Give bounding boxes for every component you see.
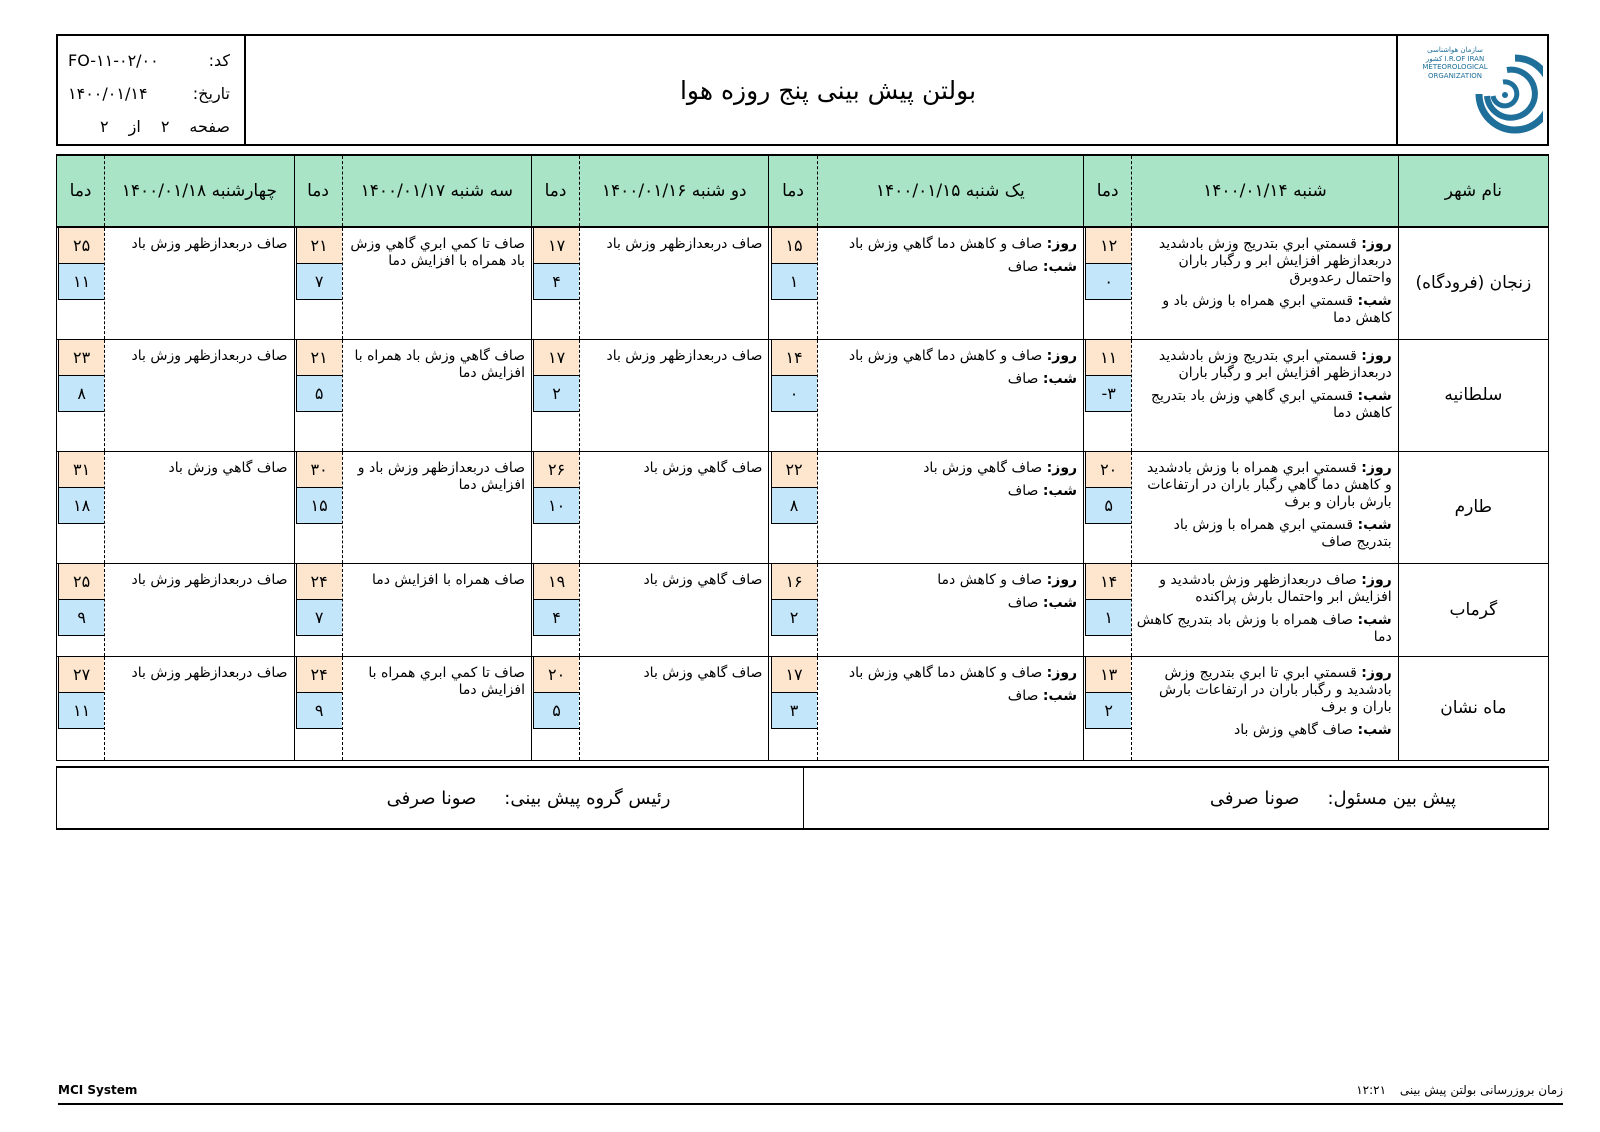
forecast-text <box>1132 656 1399 760</box>
document-info-box <box>58 36 246 144</box>
forecast-text <box>1132 227 1399 339</box>
max-temp: ۲۰ <box>1085 452 1131 488</box>
forecast-text <box>817 451 1084 563</box>
code-label: کد: <box>208 51 230 70</box>
night-label: شب: <box>1357 611 1392 628</box>
min-temp: ۱۱ <box>58 693 104 729</box>
day-label: روز: <box>1046 236 1078 252</box>
temp-header: دما <box>294 155 342 227</box>
night-forecast: صاف <box>1007 370 1039 387</box>
temp-cell <box>1084 339 1132 451</box>
night-label: شب: <box>1042 594 1078 611</box>
temp-cell <box>294 227 342 339</box>
day-header: دو شنبه ۱۴۰۰/۰۱/۱۶ <box>580 155 769 227</box>
min-temp: ۵ <box>533 693 579 729</box>
day-forecast: صاف و كاهش دما <box>937 571 1043 588</box>
temp-cell <box>769 227 817 339</box>
temp-cell <box>57 656 105 760</box>
temp-cell <box>294 451 342 563</box>
temp-cell <box>294 563 342 656</box>
page-footer <box>58 1081 1563 1105</box>
night-forecast: صاف <box>1007 594 1039 611</box>
page-title: بولتن پیش بینی پنج روزه هوا <box>679 75 977 105</box>
min-temp: ۲ <box>533 376 579 412</box>
city-name: گرماب <box>1398 563 1548 656</box>
min-temp: ۴ <box>533 600 579 636</box>
forecast-text: صاف دربعدازظهر وزش باد <box>580 227 769 339</box>
bulletin-header <box>56 34 1549 146</box>
city-name: ماه نشان <box>1398 656 1548 760</box>
forecast-text: صاف دربعدازظهر وزش باد <box>105 227 294 339</box>
page-number-line <box>68 110 230 143</box>
temp-cell <box>294 656 342 760</box>
max-temp: ۲۵ <box>58 228 104 264</box>
city-column-header: نام شهر <box>1398 155 1548 227</box>
temp-cell <box>57 451 105 563</box>
max-temp: ۳۱ <box>58 452 104 488</box>
page-label: صفحه <box>189 117 230 136</box>
system-name: MCI System <box>58 1083 138 1097</box>
update-info <box>1356 1083 1563 1097</box>
temp-header: دما <box>57 155 105 227</box>
day-forecast: صاف دربعدازظهر وزش بادشديد و افزايش ابر واحتمال بارش پراكنده <box>1159 571 1392 605</box>
night-forecast: صاف <box>1007 259 1039 275</box>
temp-cell <box>57 339 105 451</box>
temp-cell <box>531 563 579 656</box>
forecast-text <box>1132 563 1399 656</box>
temp-cell <box>769 451 817 563</box>
forecast-text <box>817 227 1084 339</box>
temp-cell <box>769 656 817 760</box>
night-forecast: صاف همراه با وزش باد بتدريج كاهش دما <box>1136 611 1392 645</box>
min-temp: ۵ <box>296 376 342 412</box>
table-row <box>57 339 1549 451</box>
date-line <box>68 77 230 110</box>
update-time: ۱۲:۲۱ <box>1356 1083 1387 1097</box>
night-label: شب: <box>1357 293 1392 309</box>
day-label: روز: <box>1361 571 1392 588</box>
temp-header: دما <box>769 155 817 227</box>
min-temp: -۳ <box>1085 376 1131 412</box>
max-temp: ۲۱ <box>296 228 342 264</box>
day-header: شنبه ۱۴۰۰/۰۱/۱۴ <box>1132 155 1399 227</box>
temp-header: دما <box>531 155 579 227</box>
temp-cell <box>294 339 342 451</box>
city-name: زنجان (فرودگاه) <box>1398 227 1548 339</box>
day-label: روز: <box>1046 571 1078 588</box>
forecast-text <box>1132 339 1399 451</box>
night-forecast: قسمتي ابري همراه با وزش باد بتدريج صاف <box>1173 516 1392 550</box>
day-forecast: صاف و كاهش دما گاهي وزش باد <box>848 664 1043 681</box>
night-forecast: قسمتي ابري گاهي وزش باد بتدريج كاهش دما <box>1151 387 1392 421</box>
night-label: شب: <box>1042 482 1078 499</box>
night-label: شب: <box>1042 259 1078 275</box>
temp-cell <box>531 451 579 563</box>
forecast-text: صاف گاهي وزش باد <box>580 563 769 656</box>
forecast-text <box>817 339 1084 451</box>
day-label: روز: <box>1361 459 1392 476</box>
head-name: صونا صرفی <box>386 787 477 809</box>
city-name: طارم <box>1398 451 1548 563</box>
max-temp: ۱۷ <box>533 340 579 376</box>
temp-cell <box>531 339 579 451</box>
night-label: شب: <box>1357 387 1392 404</box>
forecaster-signature <box>803 768 1549 828</box>
min-temp: ۱۱ <box>58 264 104 300</box>
temp-cell <box>57 563 105 656</box>
day-forecast: صاف و كاهش دما گاهي وزش باد <box>848 236 1043 252</box>
temp-cell <box>769 339 817 451</box>
day-header: چهارشنبه ۱۴۰۰/۰۱/۱۸ <box>105 155 294 227</box>
forecast-text <box>817 563 1084 656</box>
day-forecast: صاف و كاهش دما گاهي وزش باد <box>848 347 1043 364</box>
max-temp: ۲۴ <box>296 657 342 693</box>
max-temp: ۱۷ <box>533 228 579 264</box>
day-label: روز: <box>1046 347 1078 364</box>
max-temp: ۲۷ <box>58 657 104 693</box>
min-temp: ۲ <box>1085 693 1131 729</box>
table-row <box>57 451 1549 563</box>
day-label: روز: <box>1361 347 1392 364</box>
forecast-text: صاف دربعدازظهر وزش باد <box>105 339 294 451</box>
forecast-text <box>1132 451 1399 563</box>
forecast-text: صاف گاهي وزش باد همراه با افزايش دما <box>342 339 531 451</box>
max-temp: ۱۴ <box>771 340 817 376</box>
day-forecast: صاف گاهي وزش باد <box>923 459 1043 476</box>
date-label: تاریخ: <box>192 84 230 103</box>
min-temp: ۳ <box>771 693 817 729</box>
max-temp: ۲۵ <box>58 564 104 600</box>
max-temp: ۲۰ <box>533 657 579 693</box>
day-label: روز: <box>1046 459 1078 476</box>
forecaster-label: پیش بین مسئول: <box>1327 787 1456 809</box>
max-temp: ۱۹ <box>533 564 579 600</box>
night-forecast: صاف گاهي وزش باد <box>1234 721 1354 738</box>
min-temp: ۱۰ <box>533 488 579 524</box>
max-temp: ۱۵ <box>771 228 817 264</box>
forecast-text: صاف گاهي وزش باد <box>105 451 294 563</box>
min-temp: ۷ <box>296 264 342 300</box>
day-forecast: قسمتي ابري بتدريج وزش بادشديد دربعدازظهر افزايش ابر و رگبار باران واحتمال رعدوبرق <box>1158 236 1392 286</box>
min-temp: ۱۸ <box>58 488 104 524</box>
forecast-text: صاف دربعدازظهر وزش باد <box>105 563 294 656</box>
temp-header: دما <box>1084 155 1132 227</box>
night-forecast: صاف <box>1007 687 1039 704</box>
code-value: FO-۱۱-۰۲/۰۰ <box>68 51 159 70</box>
forecast-text: صاف همراه با افزايش دما <box>342 563 531 656</box>
night-label: شب: <box>1042 687 1078 704</box>
forecast-text: صاف دربعدازظهر وزش باد <box>105 656 294 760</box>
day-forecast: قسمتي ابري تا ابري بتدريج وزش بادشديد و رگبار باران در ارتفاعات بارش باران و برف <box>1159 664 1392 715</box>
logo <box>1396 36 1547 144</box>
temp-cell <box>531 227 579 339</box>
max-temp: ۲۲ <box>771 452 817 488</box>
forecast-text: صاف دربعدازظهر وزش باد و افزايش دما <box>342 451 531 563</box>
max-temp: ۳۰ <box>296 452 342 488</box>
forecast-text: صاف گاهي وزش باد <box>580 656 769 760</box>
min-temp: ۱ <box>771 264 817 300</box>
temp-cell <box>1084 656 1132 760</box>
night-forecast: صاف <box>1007 482 1039 499</box>
min-temp: ۰ <box>1085 264 1131 300</box>
temp-cell <box>531 656 579 760</box>
max-temp: ۱۲ <box>1085 228 1131 264</box>
page-of: از <box>128 117 141 136</box>
day-label: روز: <box>1361 664 1392 681</box>
table-row <box>57 656 1549 760</box>
table-row <box>57 563 1549 656</box>
table-row <box>57 227 1549 339</box>
day-forecast: قسمتي ابري بتدريج وزش بادشديد دربعدازظهر افزايش ابر و رگبار باران <box>1158 347 1392 381</box>
day-forecast: قسمتي ابري همراه با وزش بادشديد و كاهش دما گاهي رگبار باران در ارتفاعات بارش باران و برف <box>1147 459 1392 510</box>
forecast-text: صاف تا كمي ابري همراه با افزايش دما <box>342 656 531 760</box>
forecaster-name: صونا صرفی <box>1209 787 1300 809</box>
day-header: سه شنبه ۱۴۰۰/۰۱/۱۷ <box>342 155 531 227</box>
max-temp: ۲۴ <box>296 564 342 600</box>
min-temp: ۹ <box>58 600 104 636</box>
max-temp: ۱۳ <box>1085 657 1131 693</box>
forecast-text <box>817 656 1084 760</box>
min-temp: ۸ <box>771 488 817 524</box>
night-label: شب: <box>1357 721 1392 738</box>
head-label: رئیس گروه پیش بینی: <box>504 787 671 809</box>
date-value: ۱۴۰۰/۰۱/۱۴ <box>68 84 148 103</box>
min-temp: ۴ <box>533 264 579 300</box>
temp-cell <box>1084 563 1132 656</box>
city-name: سلطانيه <box>1398 339 1548 451</box>
head-signature <box>57 768 803 828</box>
temp-cell <box>57 227 105 339</box>
temp-cell <box>1084 451 1132 563</box>
min-temp: ۲ <box>771 600 817 636</box>
min-temp: ۱ <box>1085 600 1131 636</box>
min-temp: ۱۵ <box>296 488 342 524</box>
table-header-row <box>57 155 1549 227</box>
forecast-text: صاف دربعدازظهر وزش باد <box>580 339 769 451</box>
min-temp: ۰ <box>771 376 817 412</box>
min-temp: ۸ <box>58 376 104 412</box>
night-label: شب: <box>1357 516 1392 533</box>
logo-text: سازمان هواشناسی کشور I.R.OF IRAN METEOROLOGICAL ORGANIZATION <box>1422 46 1488 80</box>
max-temp: ۱۴ <box>1085 564 1131 600</box>
update-label: زمان بروزرسانی بولتن پیش بینی <box>1399 1083 1563 1097</box>
page-total: ۲ <box>100 117 109 136</box>
max-temp: ۱۷ <box>771 657 817 693</box>
min-temp: ۹ <box>296 693 342 729</box>
forecast-text: صاف تا كمي ابري گاهي وزش باد همراه با افزايش دما <box>342 227 531 339</box>
code-line <box>68 44 230 77</box>
temp-cell <box>1084 227 1132 339</box>
night-label: شب: <box>1042 370 1078 387</box>
temp-cell <box>769 563 817 656</box>
max-temp: ۲۶ <box>533 452 579 488</box>
page-current: ۲ <box>160 117 170 136</box>
day-label: روز: <box>1046 664 1078 681</box>
forecast-text: صاف گاهي وزش باد <box>580 451 769 563</box>
max-temp: ۲۱ <box>296 340 342 376</box>
forecast-table <box>56 154 1549 761</box>
max-temp: ۱۶ <box>771 564 817 600</box>
day-label: روز: <box>1361 236 1392 252</box>
signature-box <box>56 766 1549 830</box>
min-temp: ۷ <box>296 600 342 636</box>
day-header: یک شنبه ۱۴۰۰/۰۱/۱۵ <box>817 155 1084 227</box>
max-temp: ۱۱ <box>1085 340 1131 376</box>
night-forecast: قسمتي ابري همراه با وزش باد و كاهش دما <box>1162 293 1392 326</box>
max-temp: ۲۳ <box>58 340 104 376</box>
min-temp: ۵ <box>1085 488 1131 524</box>
